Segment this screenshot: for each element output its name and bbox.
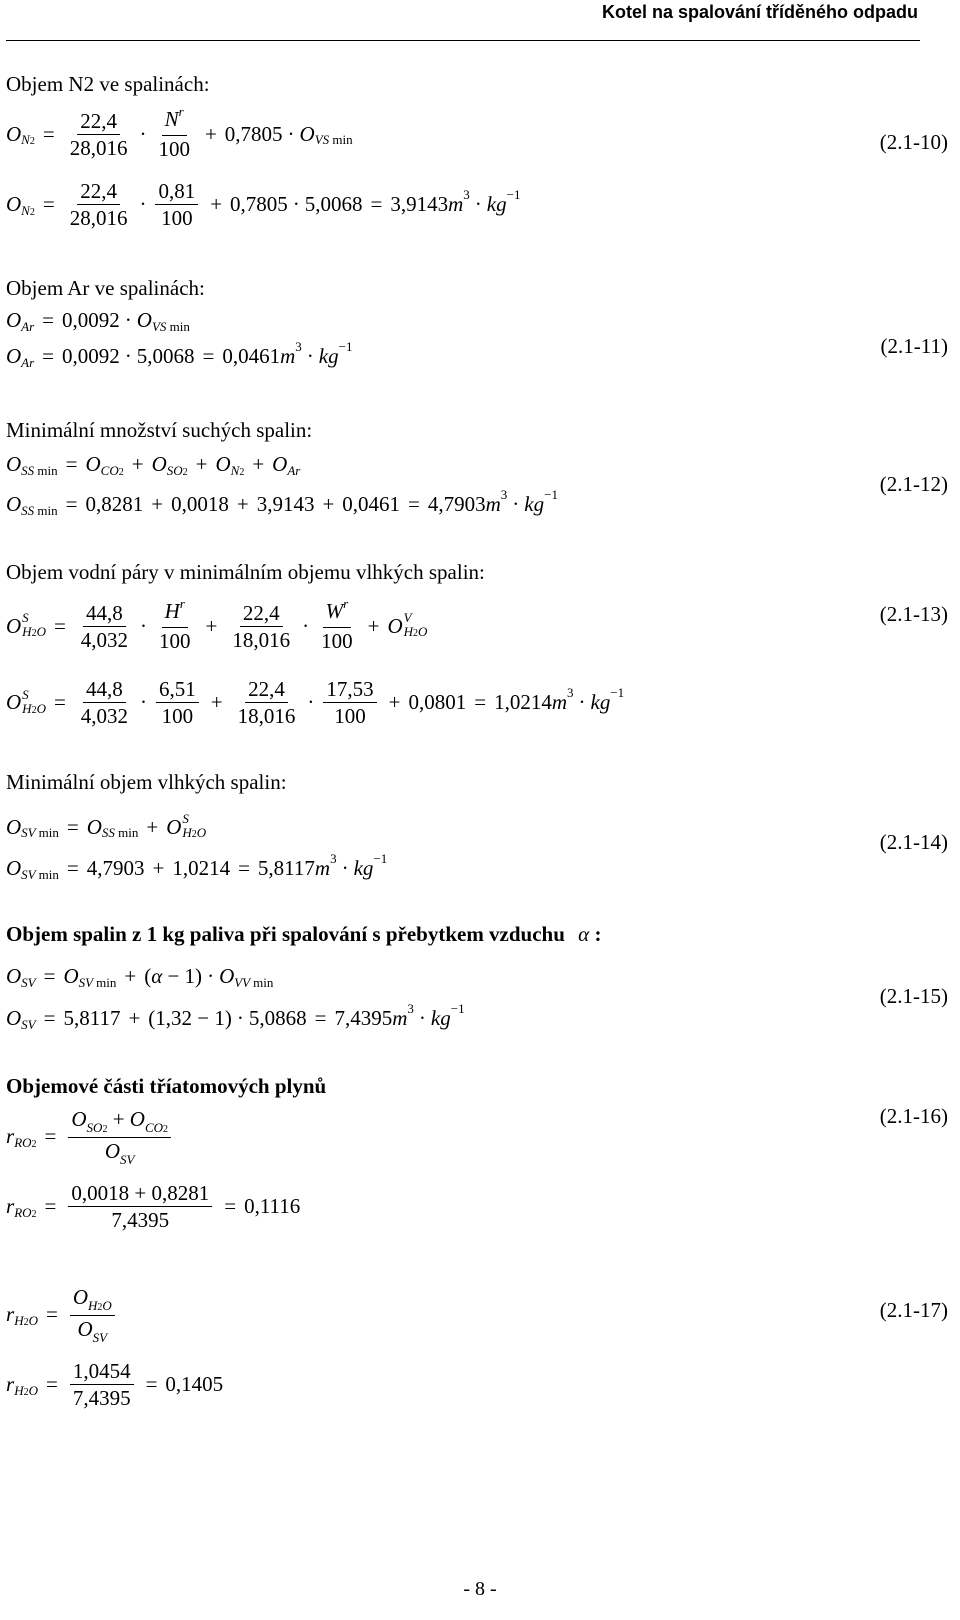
page-number: - 8 -	[463, 1578, 497, 1600]
equation-ar-value: O Ar = 0,0092 · 5,0068 = 0,0461 m 3 · kg −1	[6, 338, 353, 370]
equation-ar-formula: O Ar = 0,0092 · O VS min	[6, 308, 190, 334]
section-tri-title: Objemové části tříatomových plynů	[6, 1074, 327, 1098]
document-header: Kotel na spalování tříděného odpadu	[601, 2, 918, 22]
equation-n2-formula: O N2 = $\frac{22,4}{28,016}$ · $N^r$ 100 + 0,7805 · O VS min	[6, 104, 353, 161]
equation-osv-value: O SV min = 4,7903 + 1,0214 = 5,8117 m 3 · kg −1	[6, 850, 388, 882]
equation-h2o-formula: O S H2O = $\frac{44,8}{4,032}$ · $H^r$ 100 + $\frac{22,4}{18,016}$ · $W^r$ 100 + O V H2O	[6, 596, 428, 653]
equation-number: (2.1-10)	[879, 130, 948, 154]
section-n2-title: Objem N2 ve spalinách:	[6, 72, 210, 96]
equation-number: (2.1-15)	[879, 984, 948, 1008]
header-rule	[6, 40, 920, 41]
section-oss-title: Minimální množství suchých spalin:	[6, 418, 313, 442]
equation-number: (2.1-13)	[879, 602, 948, 626]
section-h2o-title: Objem vodní páry v minimálním objemu vlhkých spalin:	[6, 560, 485, 584]
equation-number: (2.1-14)	[879, 830, 948, 854]
equation-number: (2.1-16)	[879, 1104, 948, 1128]
equation-oss-value: O SS min = 0,8281 + 0,0018 + 3,9143 + 0,0461 = 4,7903 m 3 · kg −1	[6, 486, 558, 518]
equation-rh2o-value: r H2O = $\frac{1,0454}{7,4395}$ = 0,1405	[6, 1359, 224, 1410]
fraction: $N^r$ 100	[158, 104, 190, 161]
equation-osv-formula: O SV min = O SS min + O S H2O	[6, 811, 207, 840]
equation-oss-formula: O SS min = O CO2 + O SO2 + O N2 + O Ar	[6, 452, 301, 478]
equation-number: (2.1-12)	[879, 472, 948, 496]
equation-h2o-value: O S H2O = $\frac{44,8}{4,032}$ · 6,51 100 + $\frac{22,4}{18,016}$ · 17,53 100 + 0,0801 = 1,0214 m 3 · kg −1	[6, 677, 625, 728]
equation-number: (2.1-17)	[879, 1298, 948, 1322]
equation-n2-value: O N2 = $\frac{22,4}{28,016}$ · 0,81 100 + 0,7805 · 5,0068 = 3,9143 m 3 · kg −1	[6, 179, 521, 230]
section-spalin-title: Objem spalin z 1 kg paliva při spalování s přebytkem vzduchu α :	[6, 922, 602, 946]
equation-osv-alpha-value: O SV = 5,8117 + (1,32 − 1) · 5,0868 = 7,4395 m 3 · kg −1	[6, 1000, 465, 1032]
equation-osv-alpha-formula: O SV = O SV min + (α − 1) · O VV min	[6, 964, 274, 990]
equation-rh2o-formula: r H2O = $O_{H2O}$ $O_{SV}$	[6, 1284, 119, 1345]
equation-rro2-value: r RO2 = $\frac{0,0018 + 0,8281}{7,4395}$ = 0,1116	[6, 1181, 301, 1232]
section-osv-title: Minimální objem vlhkých spalin:	[6, 770, 287, 794]
equation-rro2-formula: r RO2 = $O_{SO2} + O_{CO2}$ $O_{SV}$	[6, 1106, 175, 1167]
equation-number: (2.1-11)	[880, 334, 948, 358]
section-ar-title: Objem Ar ve spalinách:	[6, 276, 205, 300]
fraction: $\frac{22,4}{28,016}$	[69, 108, 128, 160]
